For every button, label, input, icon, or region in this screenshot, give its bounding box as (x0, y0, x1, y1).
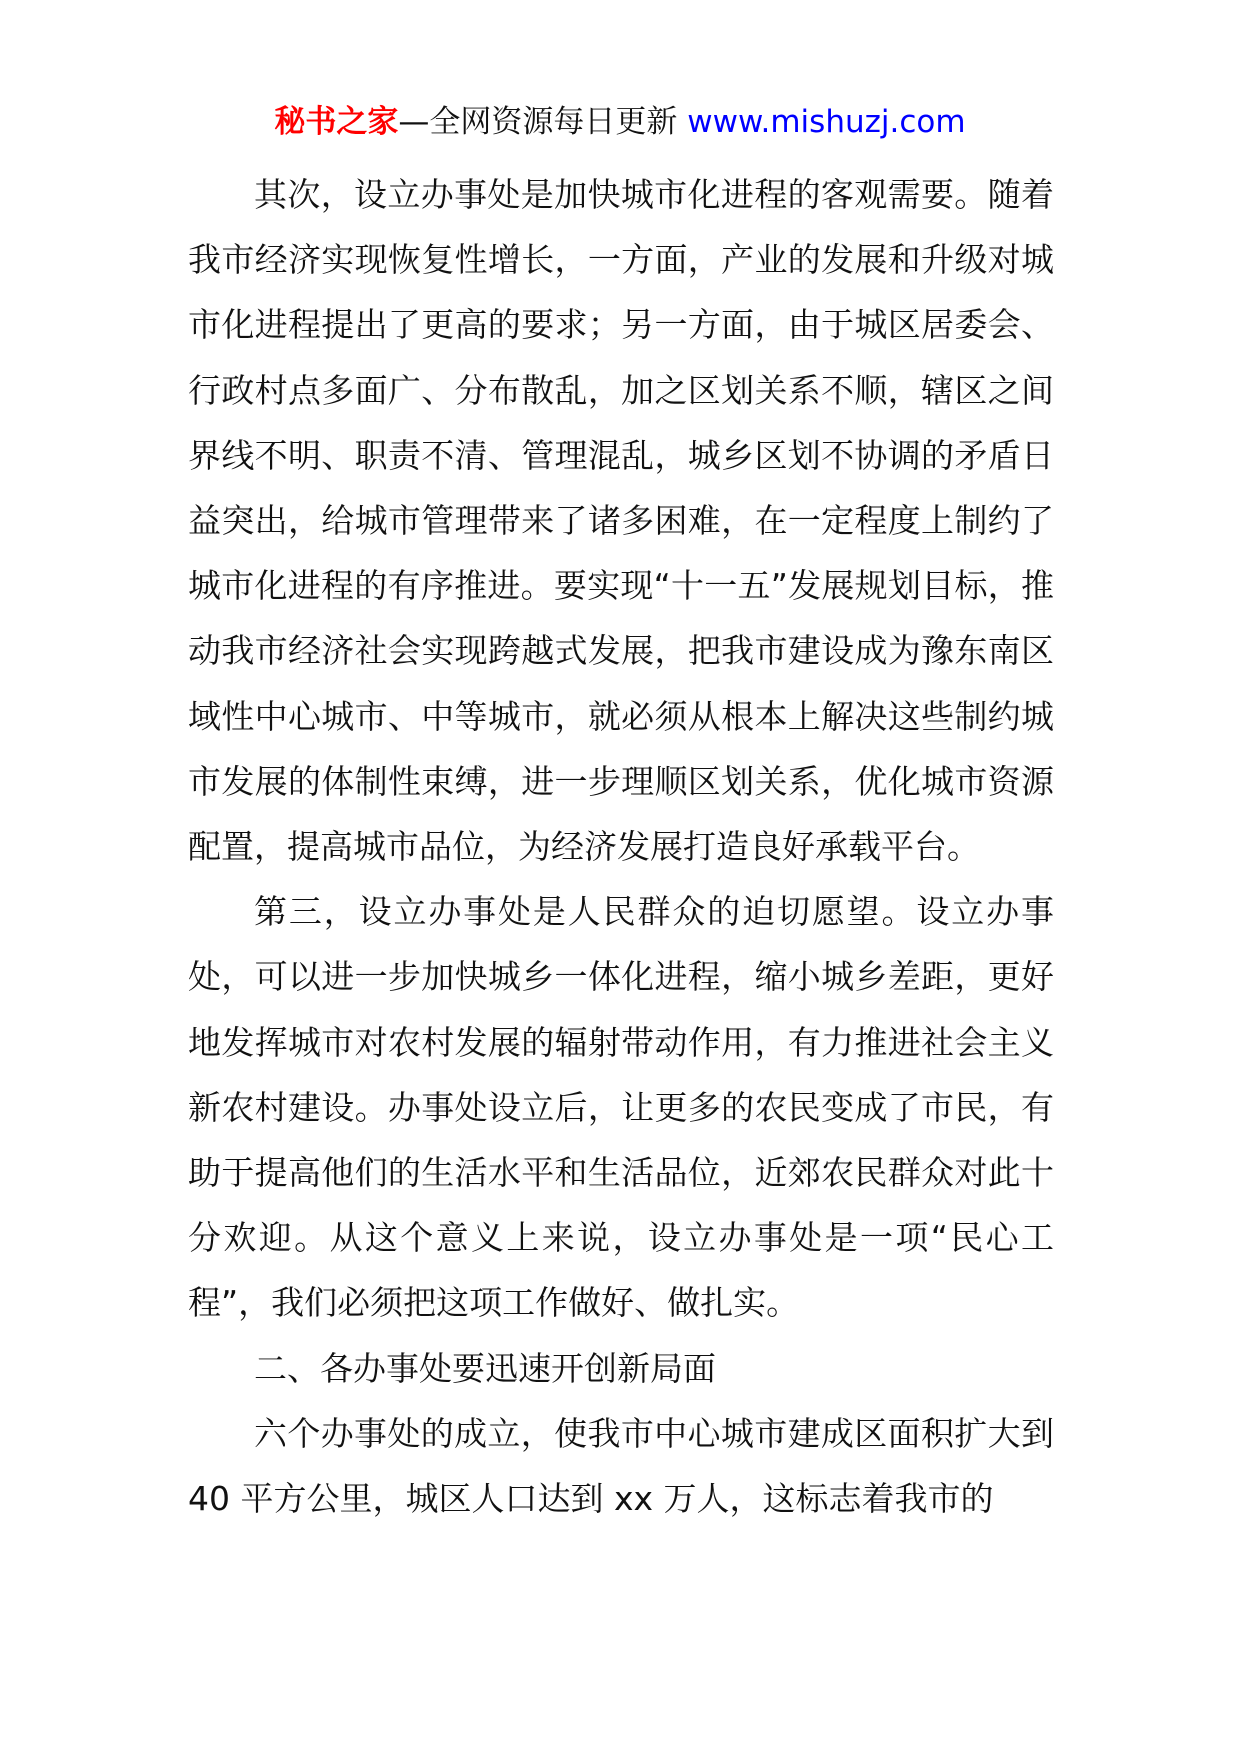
paragraph-public-wish: 第三，设立办事处是人民群众的迫切愿望。设立办事处，可以进一步加快城乡一体化进程，缩小城乡差距，更好地发挥城市对农村发展的辐射带动作用，有力推进社会主义新农村建设。办事处设立后，让更多的农民变成了市民，有助于提高他们的生活水平和生活品位，近郊农民群众对此十分欢迎。从这个意义上来说，设立办事处是一项“民心工程”，我们必须把这项工作做好、做扎实。 (188, 892, 1054, 1323)
site-header (0, 100, 1240, 144)
header-tagline: —全网资源每日更新 (398, 104, 688, 140)
brand-name: 秘书之家 (274, 104, 399, 140)
paragraph-six-offices: 六个办事处的成立，使我市中心城市建成区面积扩大到 40 平方公里，城区人口达到 xx 万人，这标志着我市的 (188, 1413, 1054, 1519)
paragraph-urbanization: 其次，设立办事处是加快城市化进程的客观需要。随着我市经济实现恢复性增长，一方面，产业的发展和升级对城市化进程提出了更高的要求；另一方面，由于城区居委会、行政村点多面广、分布散乱，加之区划关系不顺，辖区之间界线不明、职责不清、管理混乱，城乡区划不协调的矛盾日益突出，给城市管理带来了诸多困难，在一定程度上制约了城市化进程的有序推进。要实现“十一五”发展规划目标，推动我市经济社会实现跨越式发展，把我市建设成为豫东南区域性中心城市、中等城市，就必须从根本上解决这些制约城市发展的体制性束缚，进一步理顺区划关系，优化城市资源配置，提高城市品位，为经济发展打造良好承载平台。 (188, 175, 1054, 867)
document-body (188, 162, 1054, 1531)
section-heading-two: 二、各办事处要迅速开创新局面 (254, 1348, 716, 1388)
site-url-link[interactable]: www.mishuzj.com (687, 104, 966, 140)
